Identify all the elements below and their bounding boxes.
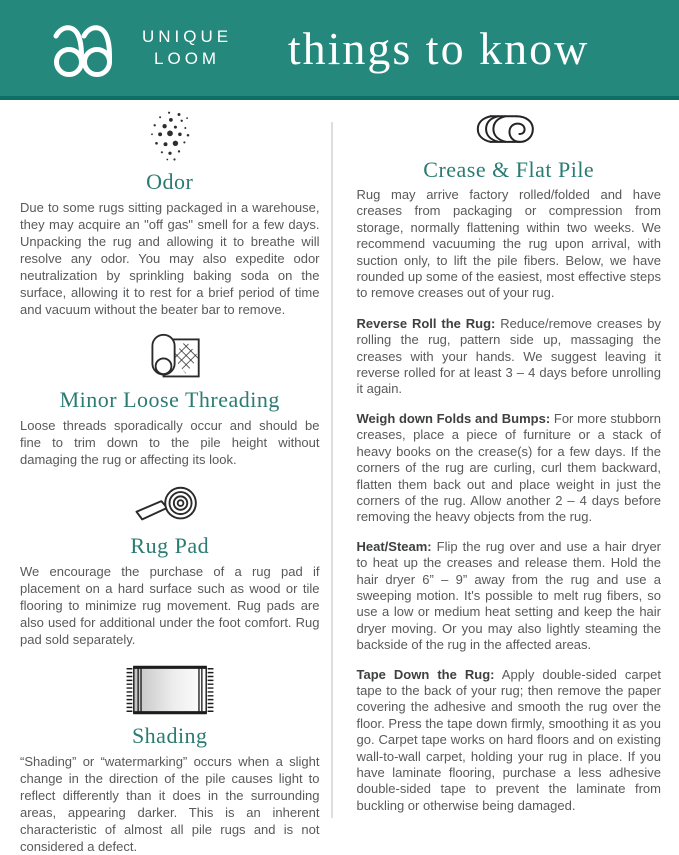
unique-loom-monogram-icon [48,18,130,78]
section-rug-pad [20,482,320,648]
column-divider [331,122,333,818]
section-body-crease: Rug may arrive factory rolled/folded and have creases from packaging or compression from storage, normally flattening within two weeks. We recommend vacuuming the rug upon arrival, with suction only, to lift the pile fibers. Below, we have rounded up some of the easiest, most effective steps to remove creases out of your rug. [357,187,662,302]
tip-label: Heat/Steam: [357,539,432,554]
content [0,100,679,820]
tip-text: Flip the rug over and use a hair dryer to heat up the creases and release them. Hold the hair dryer 6” – 9” away from the rug and use a sweeping motion. It's possible to melt rug fibers, so use a low or medium heat setting and keep the hair dryer moving. Or you may also lightly steaming the backside of the rug in the affected areas. [357,539,662,652]
brand-line2: LOOM [142,48,232,70]
rolled-rug-side-icon [471,108,547,152]
rug-pad-roll-icon [132,482,208,528]
section-crease-flat-pile [357,108,662,302]
shaded-rug-icon [124,662,216,718]
tip-reverse-roll [357,316,662,398]
section-body-rug-pad: We encourage the purchase of a rug pad if placement on a hard surface such as wood or tile flooring to minimize rug movement. Rug pads are also used for additional under the foot comfort. Rug pad sold separately. [20,563,320,648]
section-heading-threading: Minor Loose Threading [20,387,320,413]
brand-line1: UNIQUE [142,26,232,48]
tip-text: Apply double-sided carpet tape to the back of your rug; then remove the paper covering the adhesive and smooth the rug over the floor. Press the tape down firmly, smoothing it as you go. Carpet tape works on hard floors and on existing wall-to-wall carpet, holding your rug in place. If you have laminate flooring, purchase a less adhesive double-sided tape to prevent the laminate from buckling or otherwise being damaged. [357,667,662,813]
tip-heat-steam [357,539,662,654]
tip-weigh-down [357,411,662,526]
page-title: things to know [232,22,649,75]
section-heading-shading: Shading [20,723,320,749]
section-heading-odor: Odor [20,169,320,195]
tip-label: Weigh down Folds and Bumps: [357,411,551,426]
rolled-rug-crosshatch-icon [134,332,206,382]
tip-text: For more stubborn creases, place a piece of furniture or a stack of heavy books on the crease(s) for a few days. If the corners of the rug are curling, curl them backward, flatten them back out and place weight in just the corners of the rug. Allow another 2 – 4 days before removing the heavy objects from the rug. [357,411,662,524]
section-body-threading: Loose threads sporadically occur and should be fine to trim down to the pile height without damaging the rug or affecting its look. [20,417,320,468]
section-body-shading: “Shading” or “watermarking” occurs when a slight change in the direction of the pile causes light to reflect differently than it does in the surrounding areas, appearing darker. This is an inherent characteristic of almost all pile rugs and is not considered a defect. [20,753,320,855]
tip-label: Reverse Roll the Rug: [357,316,496,331]
section-heading-rug-pad: Rug Pad [20,533,320,559]
section-body-odor: Due to some rugs sitting packaged in a warehouse, they may acquire an "off gas" smell for a few days. Unpacking the rug and allowing it to breathe will resolve any odor. You may also expedite odor neutralization by sprinkling baking soda on the surface, allowing it to rest for a brief period of time and vacuum without the beater bar to remove. [20,199,320,318]
left-column [0,100,340,820]
tip-tape-down [357,667,662,815]
odor-dots-icon [144,110,196,164]
section-odor [20,110,320,318]
section-minor-loose-threading [20,332,320,468]
unique-loom-logo [48,18,232,78]
right-column [340,100,679,820]
header-banner [0,0,679,100]
section-heading-crease: Crease & Flat Pile [357,157,662,183]
tip-label: Tape Down the Rug: [357,667,495,682]
brand-wordmark [142,26,232,70]
tip-text: Reduce/remove creases by rolling the rug, pattern side up, massaging the creases with your hands. We suggest leaving it reverse rolled for at least 3 – 4 days before unrolling it again. [357,316,662,397]
section-shading [20,662,320,855]
